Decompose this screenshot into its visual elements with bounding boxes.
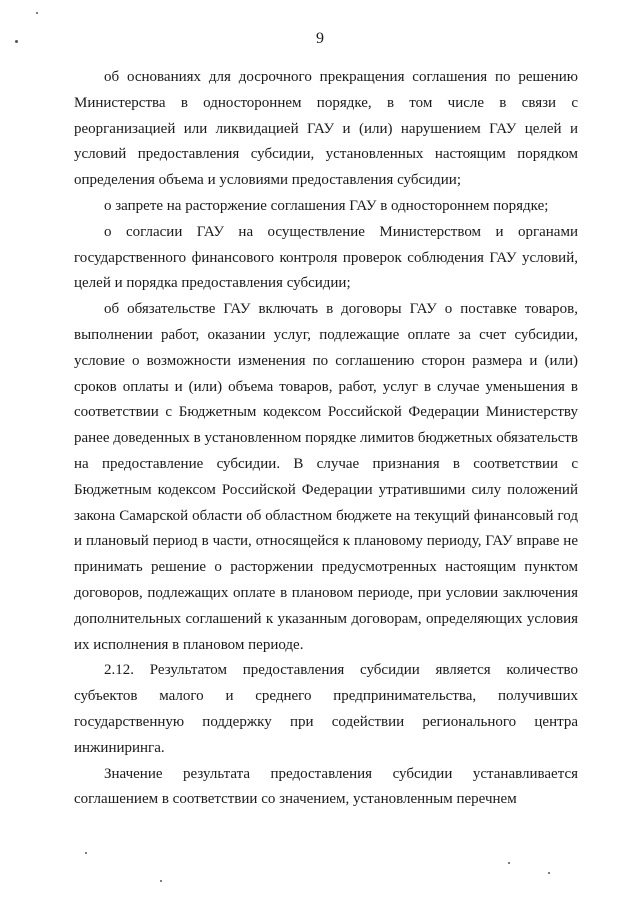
paragraph: о согласии ГАУ на осуществление Министерством и органами государственного финансового контроля проверок соблюдения ГАУ условий, целей и порядка предоставления субсидии;: [74, 223, 578, 292]
paragraph: об основаниях для досрочного прекращения соглашения по решению Министерства в одностороннем порядке, в том числе в связи с реорганизацией или ликвидацией ГАУ и (или) нарушением ГАУ целей и условий предоставления субсидии, установленных настоящим порядком определения объема и условиями предоставления субсидии;: [74, 69, 578, 189]
scan-speck: [548, 872, 550, 874]
scan-speck: [508, 862, 510, 864]
scan-speck: [85, 852, 87, 854]
paragraph: 2.12. Результатом предоставления субсидии является количество субъектов малого и среднего предпринимательства, получивших государственную поддержку при содействии регионального центра инжиниринга.: [74, 662, 578, 756]
paragraph: о запрете на расторжение соглашения ГАУ в одностороннем порядке;: [104, 197, 549, 214]
paragraph: об обязательстве ГАУ включать в договоры ГАУ о поставке товаров, выполнении работ, оказании услуг, подлежащие оплате за счет субсидии, условие о возможности изменения по соглашению сторон размера и (или) сроков оплаты и (или) объема товаров, работ, услуг в случае уменьшения в соответствии с Бюджетным кодексом Российской Федерации Министерству ранее доведенных в установленном порядке лимитов бюджетных обязательств на предоставление субсидии. В случае признания в соответствии с Бюджетным кодексом Российской Федерации утратившими силу положений закона Самарской области об областном бюджете на текущий финансовый год и плановый период в части, относящейся к плановому периоду, ГАУ вправе не принимать решение о расторжении предусмотренных настоящим пунктом договоров, подлежащих оплате в плановом периоде, при условии заключения дополнительных соглашений к указанным договорам, определяющих условия их исполнения в плановом периоде.: [74, 301, 578, 653]
scan-speck: [36, 12, 38, 14]
page-number: 9: [316, 30, 324, 47]
document-body: [74, 65, 578, 813]
scan-speck: [160, 880, 162, 882]
scan-speck: [15, 40, 18, 43]
paragraph: Значение результата предоставления субсидии устанавливается соглашением в соответствии со значением, установленным перечнем: [74, 765, 578, 808]
